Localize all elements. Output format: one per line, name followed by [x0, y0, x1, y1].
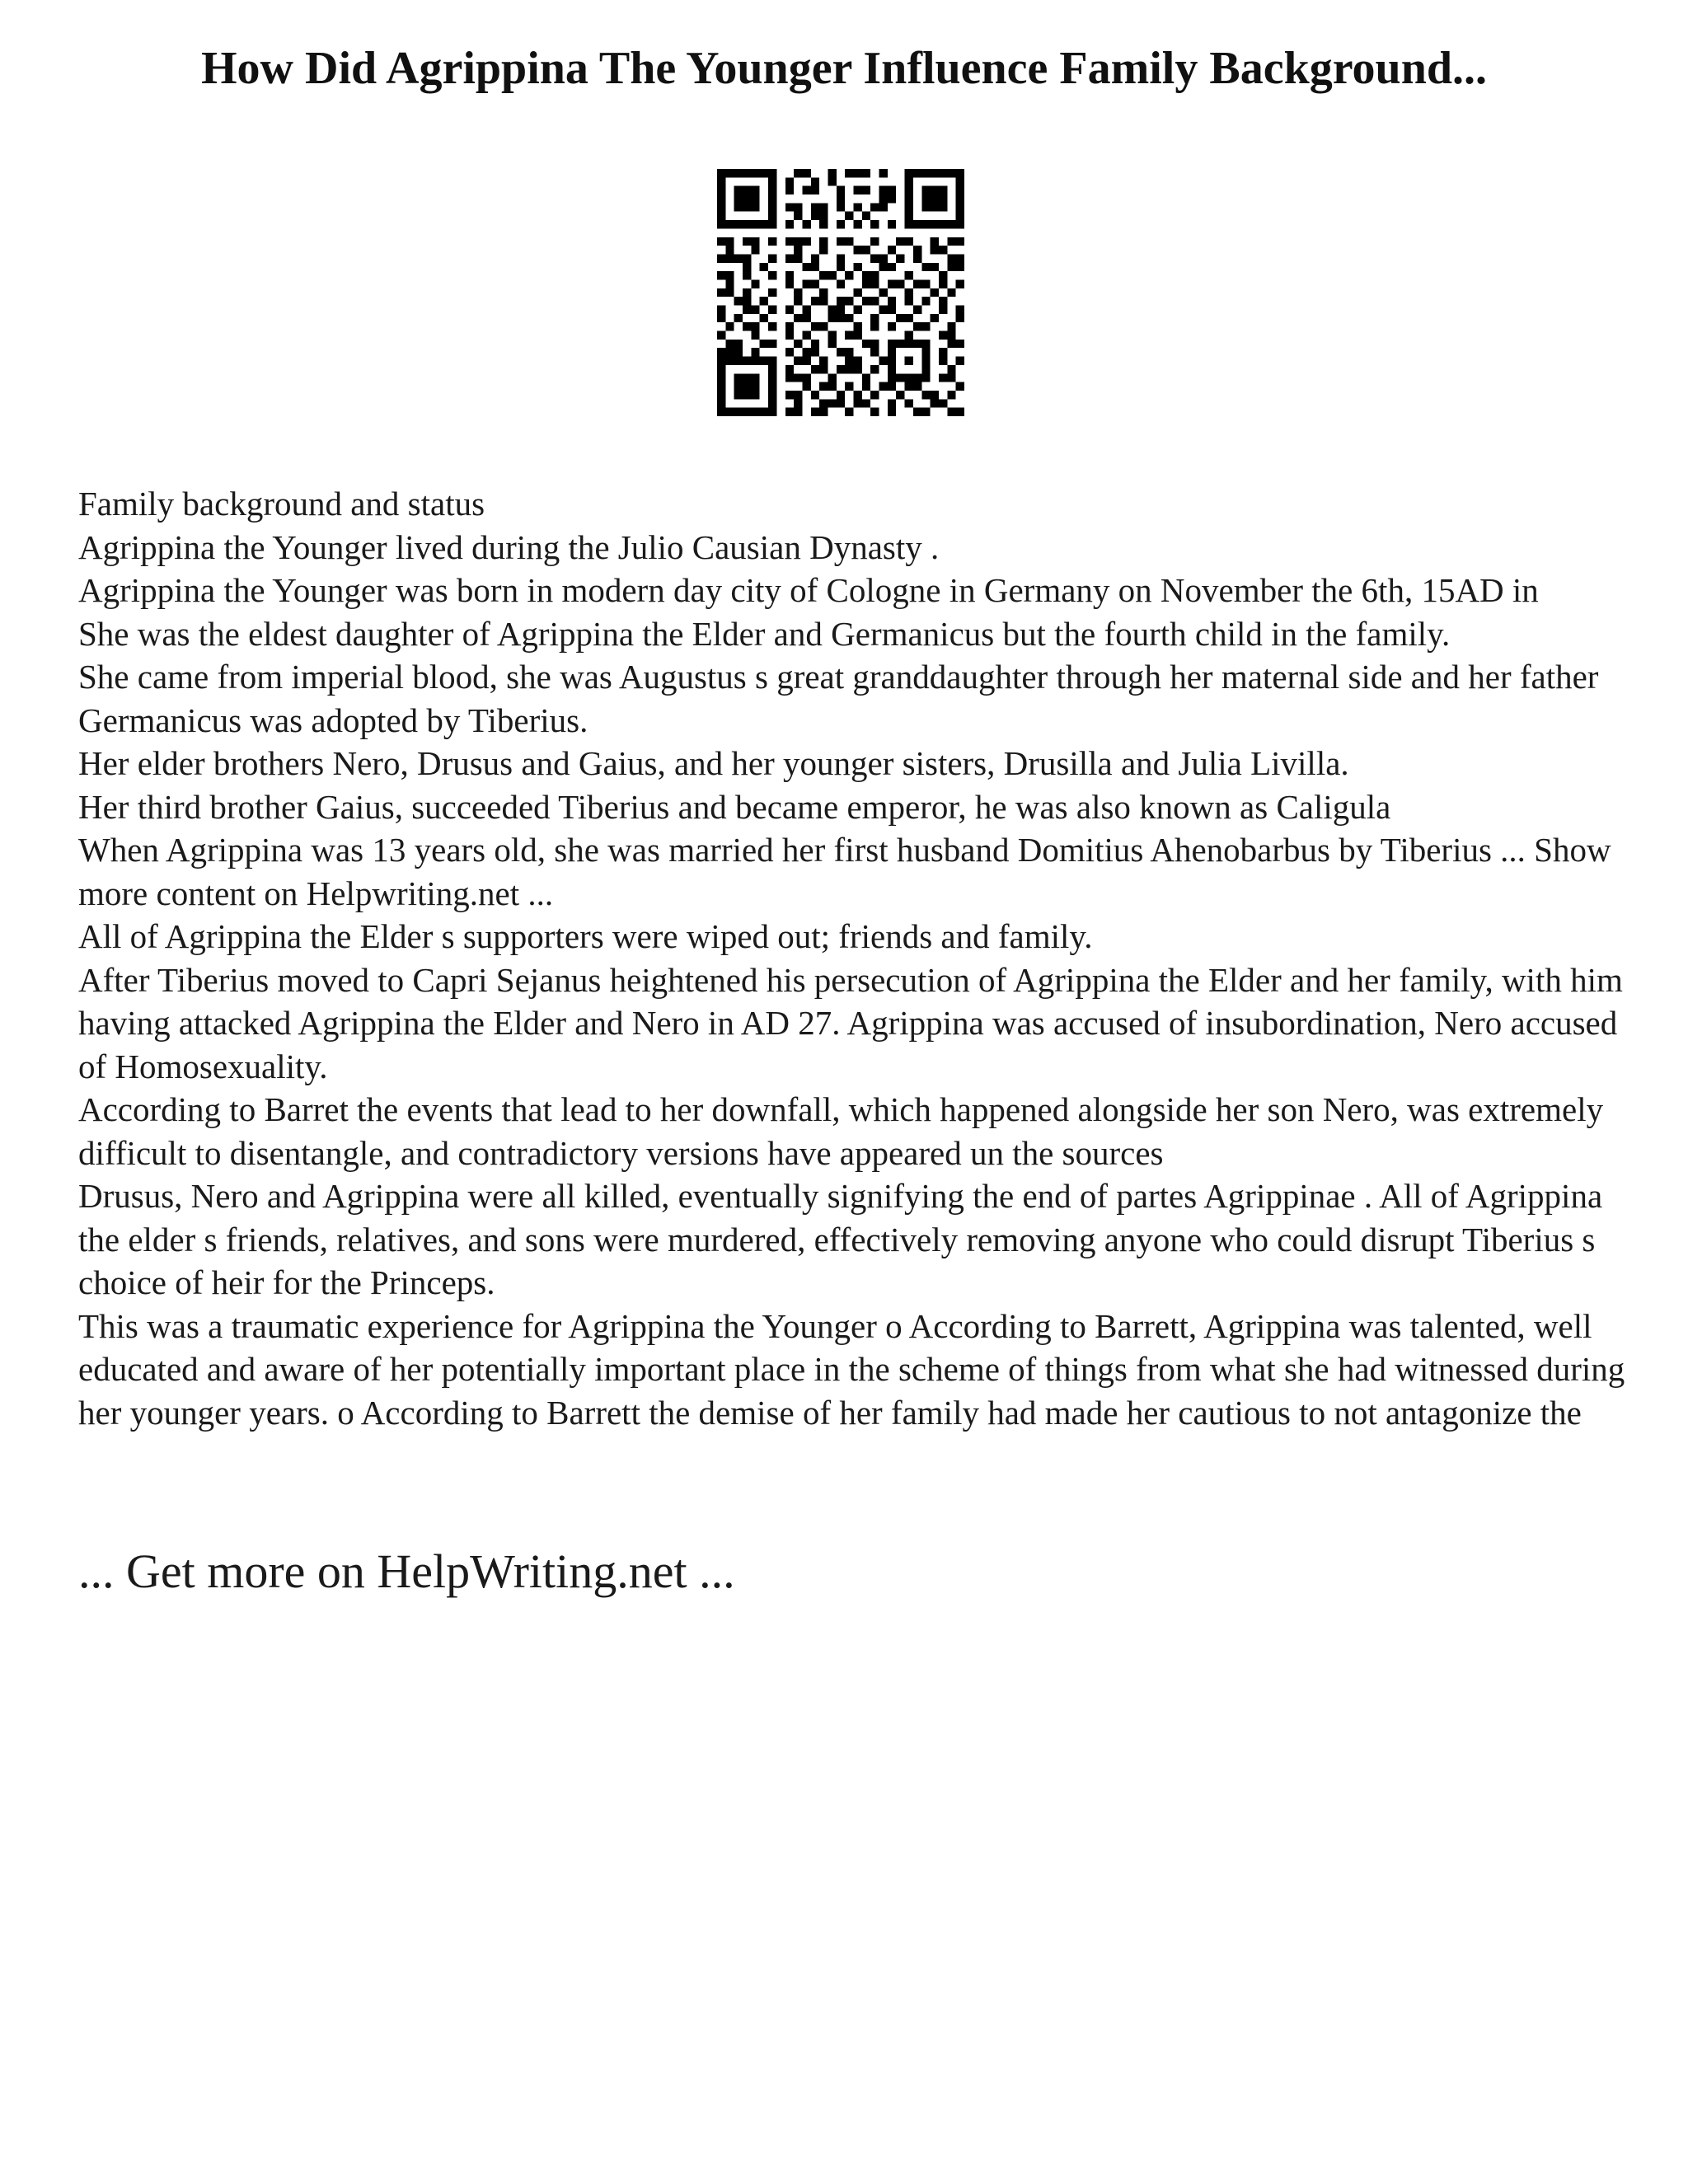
paragraph: All of Agrippina the Elder s supporters were wiped out; friends and family. — [78, 917, 1093, 955]
paragraph: Drusus, Nero and Agrippina were all killed, eventually signifying the end of partes Agrippinae . All of Agrippina the elder s friends, relatives, and sons were murdered, effectively removing anyone who could disrupt Tiberius s choice of heir for the Princeps. — [78, 1177, 1603, 1301]
paragraph: Her elder brothers Nero, Drusus and Gaius, and her younger sisters, Drusilla and Julia Livilla. — [78, 744, 1349, 782]
get-more-link[interactable]: ... Get more on HelpWriting.net ... — [78, 1544, 735, 1598]
paragraph: She came from imperial blood, she was Augustus s great granddaughter through her maternal side and her father Germanicus was adopted by Tiberius. — [78, 658, 1599, 739]
paragraph: Family background and status — [78, 485, 485, 523]
paragraph: According to Barret the events that lead to her downfall, which happened alongside her son Nero, was extremely difficult to disentangle, and contradictory versions have appeared un the sources — [78, 1090, 1604, 1172]
paragraph: Agrippina the Younger lived during the Julio Causian Dynasty . — [78, 527, 940, 566]
paragraph: Agrippina the Younger was born in modern day city of Cologne in Germany on November the 6th, 15AD in — [78, 571, 1539, 609]
paragraph: After Tiberius moved to Capri Sejanus heightened his persecution of Agrippina the Elder and her family, with him having attacked Agrippina the Elder and Nero in AD 27. Agrippina was accused of insubordination, Nero accused of Homosexuality. — [78, 960, 1623, 1085]
page-title: How Did Agrippina The Younger Influence Family Background... — [201, 43, 1487, 94]
paragraph: When Agrippina was 13 years old, she was married her first husband Domitius Ahenobarbus by Tiberius ... Show more content on Helpwriting.net ... — [78, 831, 1611, 912]
paragraph: She was the eldest daughter of Agrippina the Elder and Germanicus but the fourth child in the family. — [78, 614, 1451, 653]
paragraph: This was a traumatic experience for Agrippina the Younger o According to Barrett, Agrippina was talented, well educated and aware of her potentially important place in the scheme of things from what she had witnessed during her younger years. o According to Barrett the demise of her family had made her cautious to not antagonize the — [78, 1306, 1625, 1432]
qr-code-icon — [717, 169, 964, 416]
paragraph: Her third brother Gaius, succeeded Tiberius and became emperor, he was also known as Caligula — [78, 787, 1391, 826]
article-body — [78, 482, 1628, 1434]
